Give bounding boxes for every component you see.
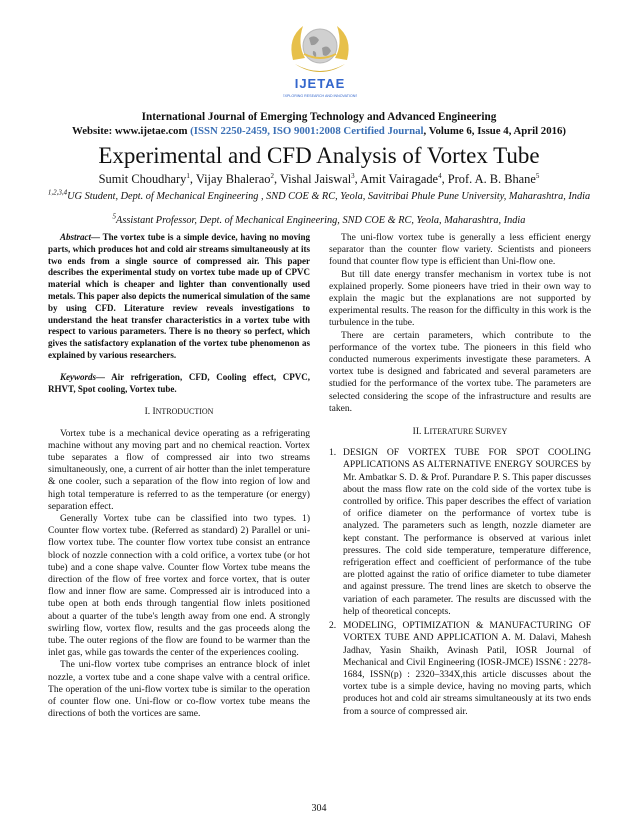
globe-icon (283, 18, 357, 100)
paragraph: The uni-flow vortex tube comprises an entrance block of inlet nozzle, a vortex tube and a cone shape valve with a central orifice. The operation of the uni-flow vortex tube is similar to the operation of counter flow one. Uni-flow or co-flow vortex tube means the directions of both the vortices are same. (48, 659, 310, 720)
author: Vijay Bhalerao$^2$, (195, 171, 280, 186)
left-column (48, 232, 310, 720)
list-item (329, 447, 591, 618)
journal-website: Website: www.ijetae.com (72, 125, 188, 137)
abstract: Abstract— The vortex tube is a simple device, having no moving parts, which produces hot and cold air streams simultaneously at its two ends from a single source of compressed air. This paper describes the experimental study on vortex tube made up of CPVC material which is cheaper and lighter than conventionally used metals. This paper also depicts the numerical simulation of the same by using CFD. Literature review reveals investigations to understand the heat transfer characteristics in a vortex tube with respect to various parameters. There is no theory so perfect, which gives the satisfactory explanation of the vortex tube phenomenon as explained by various researchers. (48, 232, 310, 360)
journal-issn: (ISSN 2250-2459, ISO 9001:2008 Certified Journal (187, 125, 424, 137)
logo-text: IJETAE (294, 76, 346, 91)
author: Vishal Jaiswal$^3$, (279, 171, 361, 186)
list-text: MODELING, OPTIMIZATION & MANUFACTURING OF VORTEX TUBE AND APPLICATION A. M. Dalavi, Mahesh Jadhav, Yasin Shaikh, Avinash Patil, IOSR Journal of Mechanical and Civil Engineering (IOSR-JMCE) ISSN€ : 2278-1684, ISSN(p) : 2320–334X,this article discusses about the vortex tube is a simple device, having no moving parts, which produces hot and cold air streams simultaneously at its two ends from a source of compressed air. (343, 620, 591, 717)
paragraph: Vortex tube is a mechanical device operating as a refrigerating machine without any moving part and no chemical reaction. Vortex tube separates a flow of compressed air into two streams simultaneously, one, a current of air hotter than the inlet temperature & one cooler, such a separation of the flow into region of low and high total temperature is referred to as the temperature (or energy) separation effect. (48, 427, 310, 512)
list-number: 1. (329, 447, 337, 459)
right-column (329, 232, 591, 720)
journal-name: International Journal of Emerging Technology and Advanced Engineering (141, 111, 497, 123)
journal-website-line (0, 125, 638, 137)
journal-logo (283, 18, 357, 100)
author: Amit Vairagade$^4$, (360, 171, 448, 186)
section-heading-introduction: I. INTRODUCTION (144, 407, 214, 418)
list-item (329, 620, 591, 718)
logo-tagline: EXPLORING RESEARCH AND INNOVATIONS (283, 94, 357, 98)
paragraph: The uni-flow vortex tube is generally a less efficient energy separator than the counter flow variety. Scientists and pioneers found that counter flow type is efficient than Uni-flow one. (329, 232, 591, 268)
list-number: 2. (329, 620, 337, 632)
list-text: DESIGN OF VORTEX TUBE FOR SPOT COOLING APPLICATIONS AS ALTERNATIVE ENERGY SOURCES by Mr. Ambatkar S. D. & Prof. Purandare P. S. This paper discusses about the mass flow rate on the cold side of the vortex tube is controlled by orifice. This paper describes the effect of variation of orifice diameter on the performance of vortex tube is analyzed. The parameters such as length, nozzle diameter are kept constant. The performance is observed at various inlet pressures. The cold side temperature, temperature difference, refrigeration effect and coefficient of performance of the tube are plotted against the ratio of orifice diameter to tube diameter and against pressure. The trend lines are sketch to observe the variation of each parameter. The results are discussed with the help of theoretical concepts. (343, 447, 591, 617)
author: Sumit Choudhary$^1$, (98, 171, 196, 186)
author-list (0, 172, 638, 187)
paragraph: But till date energy transfer mechanism in vortex tube is not explained properly. Some pioneers have tried in their own way to explain the magic but the explanations are not supported by experimental results. The reason for the difficulty in this work is the turbulence in the tube. (329, 268, 591, 329)
paragraph: There are certain parameters, which contribute to the performance of the vortex tube. The pioneers in this field who conducted numerous experiments investigate these parameters. A vortex tube is designed and fabricated and several parameters are studied for the performance of the vortex tube. The parameters are selected considering the scope of the infrastructure and results are taken. (329, 329, 591, 414)
page-number: 304 (311, 803, 327, 814)
journal-volume: , Volume 6, Issue 4, April 2016) (423, 125, 566, 137)
keywords: Keywords— Air refrigeration, CFD, Cooling effect, CPVC, RHVT, Spot cooling, Vortex tube. (48, 371, 310, 394)
affiliation-1: $^{1,2,3,4}$UG Student, Dept. of Mechanical Engineering , SND COE & RC, Yeola, Savitribai Phule Pune University, Maharashtra, India (47, 188, 591, 202)
paragraph: Generally Vortex tube can be classified into two types. 1) Counter flow vortex tube. (Referred as standard) 2) Parallel or uni- flow vortex tube. The counter flow vortex tube consist an entrance block of nozzle connection with a cold orifice, a vortex tube (or hot tube) and a cone shape valve. Counter flow Vortex tube means the direction of the flow of free vortex and force vortex, that is outer flow and inner flow are same. Compressed air is introduced into a tube open at both ends through tangential flow inlets positioned about a quarter of the tube's length away from one end. A strongly swirling flow, vortex flow, results and the gas proceeds along the tube. The outer regions of the flow are found to be warmer than the inlet gas, while gas towards the center of the experiences cooling. (48, 512, 310, 659)
paper-title: Experimental and CFD Analysis of Vortex Tube (98, 143, 540, 168)
author: Prof. A. B. Bhane$^5$ (447, 171, 540, 186)
section-heading-literature-survey: II. LITERATURE SURVEY (412, 427, 508, 438)
affiliation-2: $^5$Assistant Professor, Dept. of Mechanical Engineering, SND COE & RC, Yeola, Maharashtra, India (112, 212, 526, 226)
